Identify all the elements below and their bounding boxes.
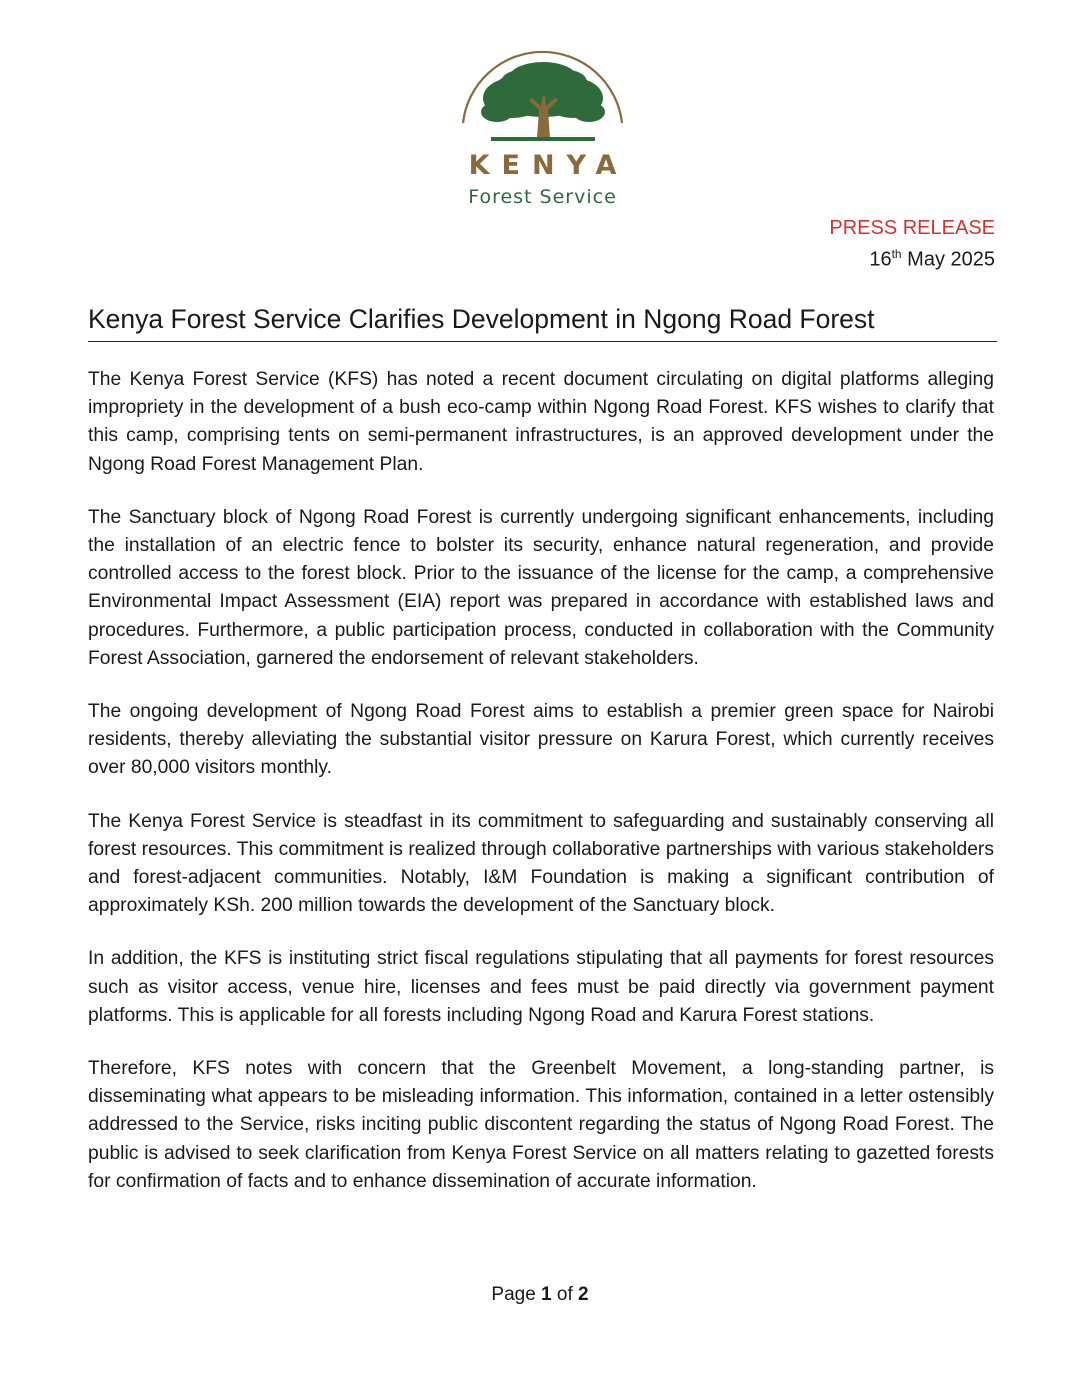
body-paragraph: The ongoing development of Ngong Road Forest aims to establish a premier green space for Nairobi residents, thereby alleviating the substantial visitor pressure on Karura Forest, which currently receives over 80,000 visitors monthly. [88, 701, 994, 779]
release-date [869, 247, 995, 272]
date-rest: May 2025 [901, 248, 995, 271]
date-day: 16 [869, 248, 892, 271]
logo-subtitle: Forest Service [468, 186, 617, 208]
tree-trunk [529, 96, 558, 138]
body-paragraph: The Kenya Forest Service (KFS) has noted a recent document circulating on digital platforms alleging impropriety in the development of a bush eco-camp within Ngong Road Forest. KFS wishes to clarify that this camp, comprising tents on semi-permanent infrastructures, is an approved development under the Ngong Road Forest Management Plan. [88, 369, 994, 475]
body-paragraph: In addition, the KFS is instituting strict fiscal regulations stipulating that all payments for forest resources such as visitor access, venue hire, licenses and fees must be paid directly via government payment platforms. This is applicable for all forests including Ngong Road and Karura Forest stations. [88, 948, 994, 1026]
tree-logo-icon [455, 38, 630, 150]
logo-title: KENYA [468, 150, 629, 181]
page-number [0, 1284, 1080, 1306]
kenya-forest-service-logo [455, 38, 630, 213]
date-suffix: th [891, 247, 902, 261]
body-paragraph: Therefore, KFS notes with concern that the Greenbelt Movement, a long-standing partner, is disseminating what appears to be misleading information. This information, contained in a letter ostensibly addressed to the Service, risks inciting public discontent regarding the status of Ngong Road Forest. The public is advised to seek clarification from Kenya Forest Service on all matters relating to gazetted forests for confirmation of facts and to enhance dissemination of accurate information. [88, 1058, 994, 1192]
document-body [88, 366, 994, 1221]
page-current: 1 [541, 1284, 552, 1305]
page-total: 2 [578, 1284, 589, 1305]
page-word: Page [491, 1284, 542, 1305]
document-headline: Kenya Forest Service Clarifies Development in Ngong Road Forest [88, 304, 997, 342]
press-release-label: PRESS RELEASE [829, 217, 995, 239]
page-of: of [551, 1284, 579, 1305]
ground-line [491, 137, 595, 141]
body-paragraph: The Sanctuary block of Ngong Road Forest is currently undergoing significant enhancements, including the installation of an electric fence to bolster its security, enhance natural regeneration, and provide controlled access to the forest block. Prior to the issuance of the license for the camp, a comprehensive Environmental Impact Assessment (EIA) report was prepared in accordance with established laws and procedures. Furthermore, a public participation process, conducted in collaboration with the Community Forest Association, garnered the endorsement of relevant stakeholders. [88, 506, 994, 669]
body-paragraph: The Kenya Forest Service is steadfast in its commitment to safeguarding and sustainably conserving all forest resources. This commitment is realized through collaborative partnerships with various stakeholders and forest-adjacent communities. Notably, I&M Foundation is making a significant contribution of approximately KSh. 200 million towards the development of the Sanctuary block. [88, 810, 994, 917]
